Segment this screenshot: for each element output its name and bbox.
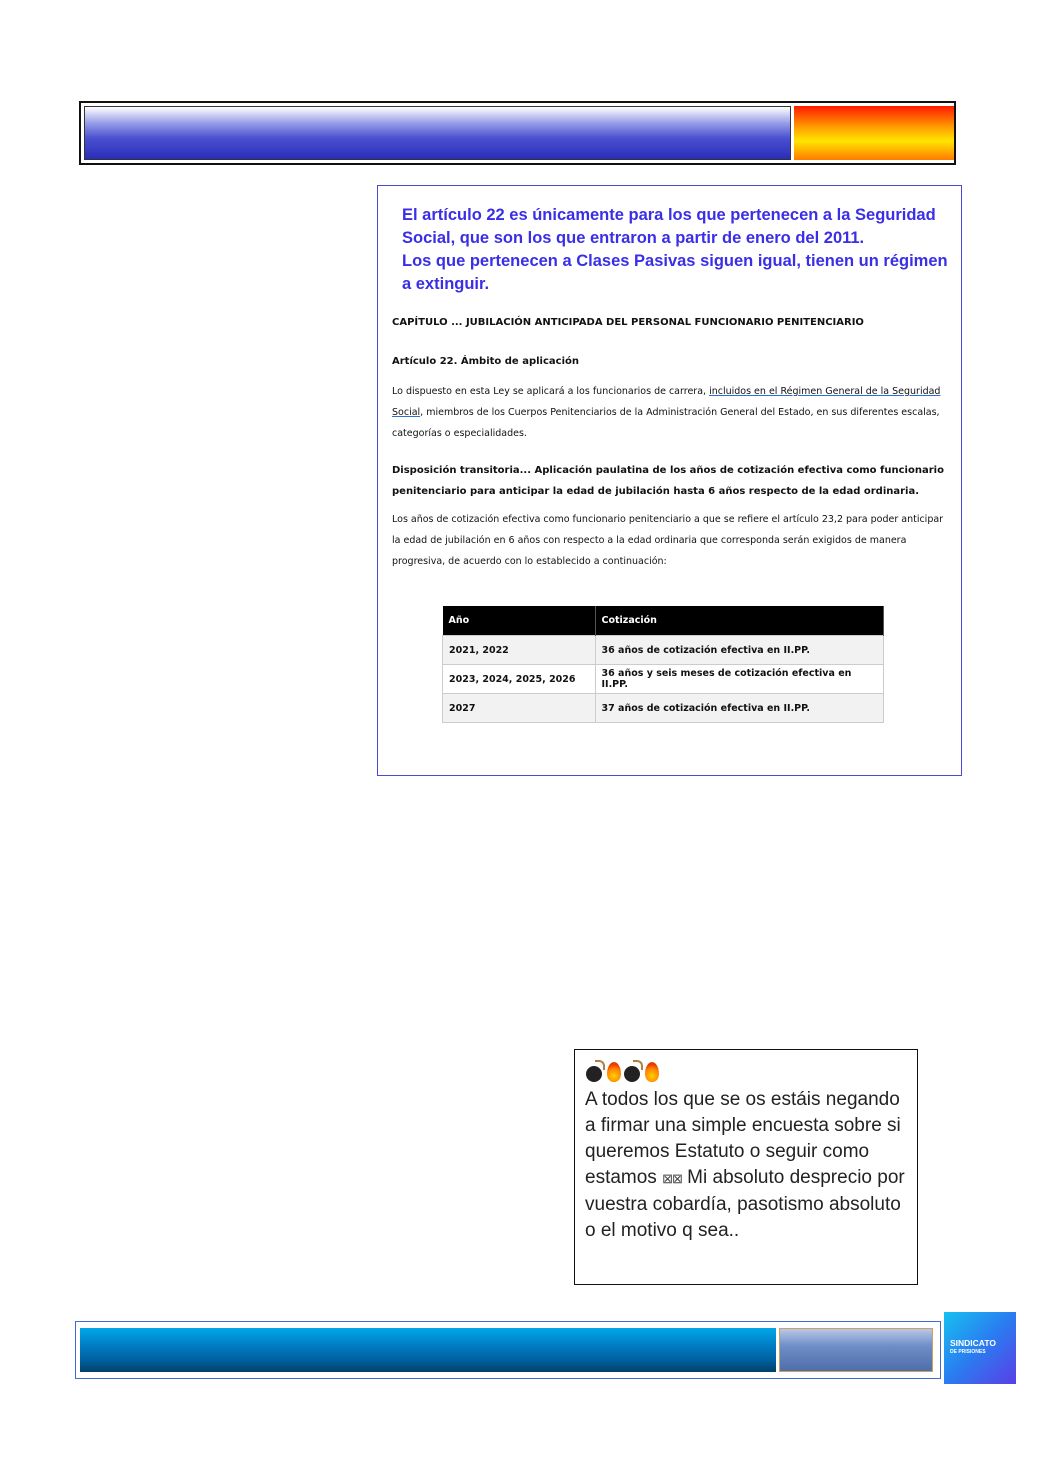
logo-line-2: DE PRISIONES	[950, 1349, 986, 1355]
logo-line-1: SINDICATO	[950, 1338, 996, 1348]
unrendered-emoji-icon: ⊠⊠	[662, 1171, 682, 1186]
chapter-title: CAPÍTULO ... JUBILACIÓN ANTICIPADA DEL PERSONAL FUNCIONARIO PENITENCIARIO	[392, 317, 864, 328]
fire-icon	[645, 1062, 659, 1082]
footer-banner	[75, 1321, 941, 1379]
table-row	[443, 665, 884, 694]
table-header-row	[443, 606, 884, 636]
header-banner	[79, 101, 956, 165]
footer-grey-bar	[779, 1328, 933, 1372]
bomb-icon	[623, 1060, 643, 1082]
emoji-row	[585, 1060, 659, 1088]
table-header-year: Año	[443, 606, 596, 636]
message-text	[585, 1087, 910, 1244]
disposition-paragraph: Los años de cotización efectiva como funcionario penitenciario a que se refiere el artículo 23,2 para poder anticipar la edad de jubilación en 6 años con respecto a la edad ordinaria que corresponda serán exigidos de manera progresiva, de acuerdo con lo establecido a continuación:	[392, 514, 944, 567]
disposition-title: Disposición transitoria... Aplicación paulatina de los años de cotización efectiva como funcionario penitenciario para anticipar la edad de jubilación hasta 6 años respecto de la edad ordinaria.	[392, 465, 944, 497]
table-row	[443, 636, 884, 665]
sindicato-logo	[944, 1312, 1016, 1384]
table-cell-year: 2023, 2024, 2025, 2026	[443, 665, 596, 694]
table-cell-cotizacion: 37 años de cotización efectiva en II.PP.	[595, 694, 884, 723]
table-cell-cotizacion: 36 años de cotización efectiva en II.PP.	[595, 636, 884, 665]
note-line-2: Los que pertenecen a Clases Pasivas siguen igual, tienen un régimen a extinguir.	[402, 252, 948, 293]
para1-start: Lo dispuesto en esta Ley se aplicará a los funcionarios de carrera,	[392, 386, 710, 397]
note-line-1: El artículo 22 es únicamente para los que pertenecen a la Seguridad Social, que son los que entraron a partir de enero del 2011.	[402, 206, 936, 247]
message-text-start: A todos los que se os estáis negando a firmar una simple encuesta sobre si queremos Estatuto o seguir como estamos	[585, 1089, 901, 1188]
message-text-end: Mi absoluto desprecio por vuestra cobardía, pasotismo absoluto o el motivo q sea..	[585, 1167, 905, 1241]
table-cell-year: 2021, 2022	[443, 636, 596, 665]
para1-end: , miembros de los Cuerpos Penitenciarios de la Administración General del Estado, en sus diferentes escalas, categorías o especialidades.	[392, 407, 940, 439]
cotizacion-table	[442, 606, 884, 723]
document-excerpt-box	[377, 185, 962, 776]
table-header-cotizacion: Cotización	[595, 606, 884, 636]
header-orange-bar	[794, 106, 954, 160]
header-blue-bar	[84, 106, 791, 160]
table-cell-year: 2027	[443, 694, 596, 723]
highlight-note	[402, 204, 950, 296]
para1-underlined: incluidos en el Régimen General de la Seguridad Social	[392, 386, 941, 418]
message-screenshot	[574, 1049, 918, 1285]
article-paragraph	[392, 381, 952, 444]
fire-icon	[607, 1062, 621, 1082]
footer-blue-bar	[80, 1328, 776, 1372]
article-title: Artículo 22. Ámbito de aplicación	[392, 356, 579, 367]
table-row	[443, 694, 884, 723]
table-cell-cotizacion: 36 años y seis meses de cotización efectiva en II.PP.	[595, 665, 884, 694]
bomb-icon	[585, 1060, 605, 1082]
